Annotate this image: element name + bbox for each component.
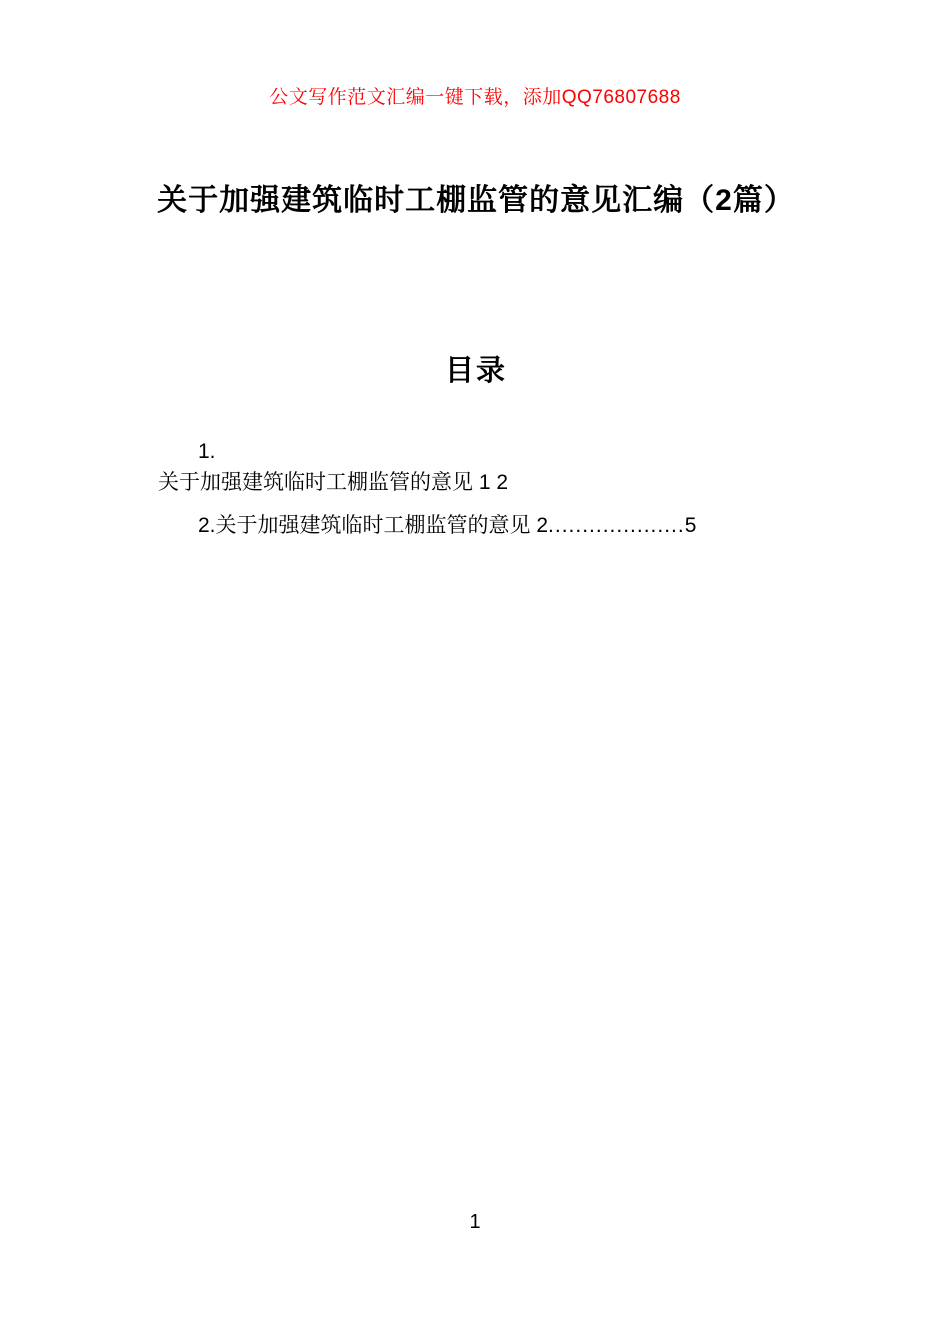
toc-entry-1-number: 1. [198,440,216,463]
page-number: 1 [469,1211,481,1233]
toc-entry-2-page: 5 [684,513,697,537]
toc-entry-1-page: 2 [496,471,509,495]
toc-entry-1-label: 关于加强建筑临时工棚监管的意见 1 [158,471,491,495]
advertisement-banner: 公文写作范文汇编一键下载，添加QQ76807688 [269,87,681,108]
toc-entry-2-leader: .................... [548,513,685,537]
toc-entry-2[interactable] [198,510,830,542]
page-title: 关于加强建筑临时工棚监管的意见汇编（2篇） [157,184,795,217]
toc-entry-2-label: 关于加强建筑临时工棚监管的意见 2 [215,513,549,537]
table-of-contents [150,437,830,541]
table-of-contents-heading: 目录 [444,355,507,387]
toc-entry-1[interactable] [150,437,830,500]
toc-entry-2-number: 2. [198,513,216,537]
toc-entry-1-line [158,467,830,500]
